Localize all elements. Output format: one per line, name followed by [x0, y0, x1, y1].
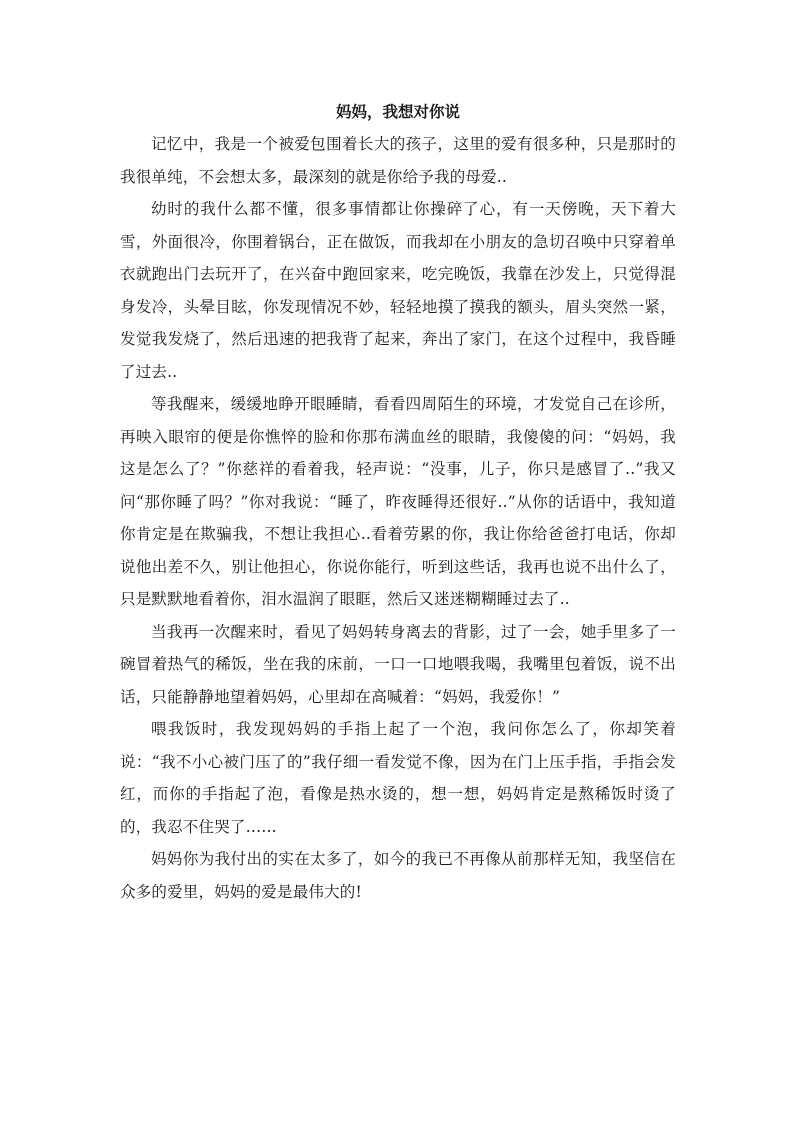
paragraph-6: 妈妈你为我付出的实在太多了，如今的我已不再像从前那样无知，我坚信在众多的爱里，妈妈的爱是最伟大的! — [120, 850, 676, 901]
document-body — [120, 96, 676, 908]
paragraph-4: 当我再一次醒来时，看见了妈妈转身离去的背影，过了一会，她手里多了一碗冒着热气的稀饭，坐在我的床前，一口一口地喂我喝，我嘴里包着饭，说不出话，只能静静地望着妈妈，心里却在高喊着：“妈妈，我爱你！” — [120, 622, 676, 706]
document-title: 妈妈，我想对你说 — [335, 102, 460, 121]
paragraph-1: 记忆中，我是一个被爱包围着长大的孩子，这里的爱有很多种，只是那时的我很单纯，不会想太多，最深刻的就是你给予我的母爱.. — [120, 135, 676, 186]
paragraph-3: 等我醒来，缓缓地睁开眼睡睛，看看四周陌生的环境，才发觉自己在诊所，再映入眼帘的便是你憔悴的脸和你那布满血丝的眼睛，我傻傻的问：“妈妈，我这是怎么了？”你慈祥的看着我，轻声说：“没事，儿子，你只是感冒了..”我又问“那你睡了吗？”你对我说：“睡了，昨夜睡得还很好..”从你的话语中，我知道你肯定是在欺骗我，不想让我担心..看着劳累的你，我让你给爸爸打电话，你却说他出差不久，别让他担心，你说你能行，听到这些话，我再也说不出什么了，只是默默地看着你，泪水温润了眼眶，然后又迷迷糊糊睡过去了.. — [120, 395, 676, 608]
paragraph-5: 喂我饭时，我发现妈妈的手指上起了一个泡，我问你怎么了，你却笑着说：“我不小心被门压了的”我仔细一看发觉不像，因为在门上压手指，手指会发红，而你的手指起了泡，看像是热水烫的，想一想，妈妈肯定是熬稀饭时烫了的，我忍不住哭了…… — [120, 720, 676, 836]
paragraph-2: 幼时的我什么都不懂，很多事情都让你操碎了心，有一天傍晚，天下着大雪，外面很冷，你围着锅台，正在做饭，而我却在小朋友的急切召唤中只穿着单衣就跑出门去玩开了，在兴奋中跑回家来，吃完晚饭，我靠在沙发上，只觉得混身发冷，头晕目眩，你发现情况不妙，轻轻地摸了摸我的额头，眉头突然一紧，发觉我发烧了，然后迅速的把我背了起来，奔出了家门，在这个过程中，我昏睡了过去.. — [120, 200, 676, 381]
